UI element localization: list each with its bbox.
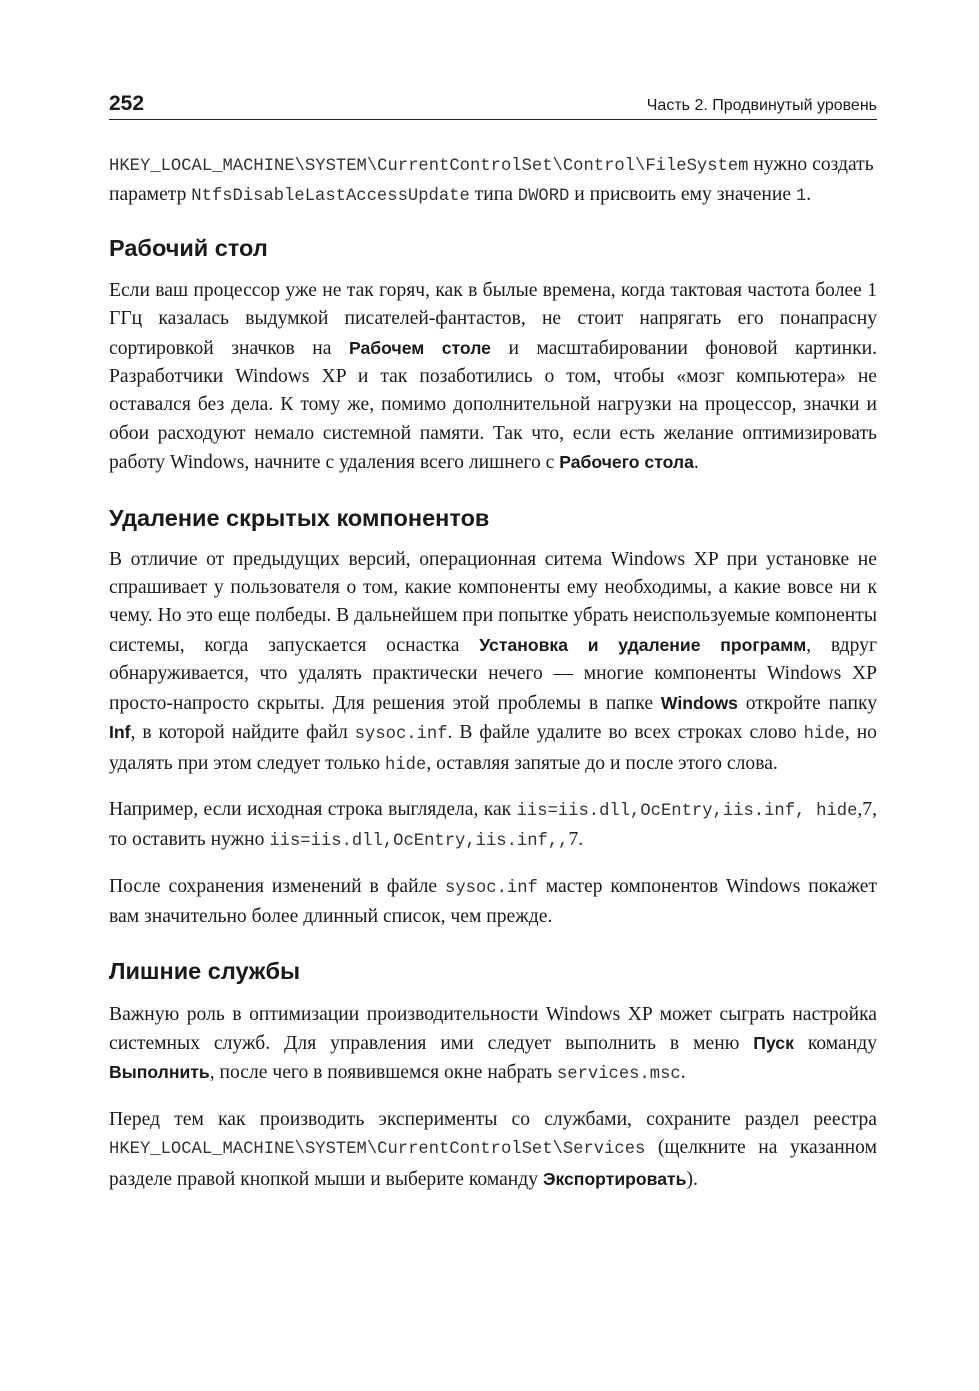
section-heading-hidden-components: Удаление скрытых компонентов: [109, 504, 490, 531]
paragraph-services: Важную роль в оптимизации производительности Windows XP может сыграть настройка системных служб. Для управления ими следует выполнить в меню Пуск команду Выполнить, после чего в появившемся окне набрать services.msc.: [109, 1003, 878, 1085]
page-number: 252: [109, 92, 145, 115]
running-title: Часть 2. Продвинутый уровень: [646, 97, 877, 114]
section-heading-services: Лишние службы: [109, 957, 301, 984]
paragraph-registry-backup: Перед тем как производить эксперименты со службами, сохраните раздел реестра HKEY_LOCAL_MACHINE\SYSTEM\CurrentControlSet\Services (щелкните на указанном разделе правой кнопкой мыши и выберите команду Экспортировать).: [109, 1108, 877, 1190]
section-heading-desktop: Рабочий стол: [109, 234, 268, 261]
book-page: [109, 86, 877, 1194]
paragraph-registry-key: HKEY_LOCAL_MACHINE\SYSTEM\CurrentControlSet\Control\FileSystem нужно создать параметр NtfsDisableLastAccessUpdate типа DWORD и присвоить ему значение 1.: [109, 154, 874, 207]
paragraph-desktop: Если ваш процессор уже не так горяч, как в былые времена, когда тактовая частота более 1 ГГц казалась выдумкой писателей-фантастов, не стоит напрягать его понапрасну сортировкой значков на Рабочем столе и масштабировании фоновой картинки. Разработчики Windows XP и так позаботились о том, чтобы «мозг компьютера» не оставался без дела. К тому же, помимо дополнительной нагрузки на процессор, значки и обои расходуют немало системной памяти. Так что, если есть желание оптимизировать работу Windows, начните с удаления всего лишнего с Рабочего стола.: [109, 279, 877, 474]
paragraph-hidden-components: В отличие от предыдущих версий, операционная ситема Windows XP при установке не спрашивает у пользователя о том, какие компоненты ему необходимы, а какие вовсе ни к чему. Но это еще полбеды. В дальнейшем при попытке убрать неиспользуемые компоненты системы, когда запускается оснастка Установка и удаление программ, вдруг обнаруживается, что удалять практически нечего — многие компоненты Windows XP просто-напросто скрыты. Для решения этой проблемы в папке Windows откройте папку Inf, в которой найдите файл sysoc.inf. В файле удалите во всех строках слово hide, но удалять при этом следует только hide, оставляя запятые до и после этого слова.: [109, 548, 877, 775]
page-header: [109, 86, 877, 120]
paragraph-example: Например, если исходная строка выглядела, как iis=iis.dll,OcEntry,iis.inf, hide,7, то оставить нужно iis=iis.dll,OcEntry,iis.inf,,7.: [109, 798, 877, 852]
paragraph-after-saving: После сохранения изменений в файле sysoc.inf мастер компонентов Windows покажет вам значительно более длинный список, чем прежде.: [109, 875, 877, 928]
